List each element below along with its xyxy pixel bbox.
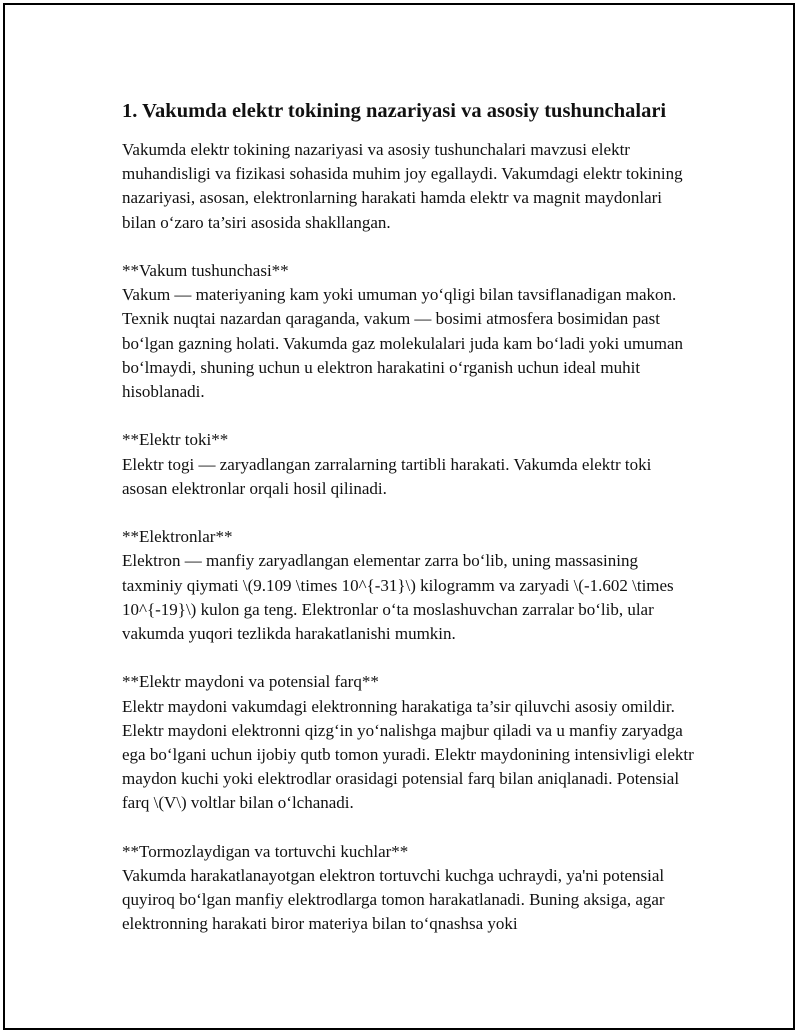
- section-body: Elektr maydoni vakumdagi elektronning harakatiga ta’sir qiluvchi asosiy omildir. Elektr maydoni elektronni qizg‘in yo‘nalishga majbur qiladi va u manfiy zaryadga ega bo‘lgani uchun ijobiy qutb tomon yuradi. Elektr maydonining intensivligi elektr maydon kuchi yoki elektrodlar orasidagi potensial farq bilan aniqlanadi. Potensial farq \(V\) voltlar bilan o‘lchanadi.: [122, 696, 694, 813]
- section-body: Vakum — materiyaning kam yoki umuman yo‘qligi bilan tavsiflanadigan makon. Texnik nuqtai nazardan qaraganda, vakum — bosimi atmosfera bosimidan past bo‘lgan gazning holati. Vakumda gaz molekulalari juda kam bo‘ladi yoki umuman bo‘lmaydi, shuning uchun u elektron harakatini o‘rganish uchun ideal muhit hisoblanadi.: [122, 285, 684, 402]
- document-body: [122, 98, 697, 961]
- section-elektr-toki: [122, 428, 697, 501]
- section-heading: **Elektr maydoni va potensial farq**: [122, 672, 379, 692]
- section-heading: **Vakum tushunchasi**: [122, 261, 289, 280]
- section-elektr-maydoni: [122, 670, 697, 815]
- intro-paragraph: Vakumda elektr tokining nazariyasi va asosiy tushunchalari mavzusi elektr muhandisligi va fizikasi sohasida muhim joy egallaydi. Vakumdagi elektr tokining nazariyasi, asosan, elektronlarning harakati hamda elektr va magnit maydonlari bilan o‘zaro ta’siri asosida shakllangan.: [122, 140, 683, 232]
- section-vakum: [122, 259, 697, 404]
- section-elektronlar: [122, 525, 697, 646]
- section-heading: **Elektr toki**: [122, 430, 229, 450]
- section-heading: **Tormozlaydigan va tortuvchi kuchlar**: [122, 841, 409, 861]
- section-body: Vakumda harakatlanayotgan elektron tortuvchi kuchga uchraydi, ya'ni potensial quyiroq bo‘lgan manfiy elektrodlarga tomon harakatlanadi. Buning aksiga, agar elektronning harakati biror materiya bilan to‘qnashsa yoki: [122, 866, 665, 934]
- section-kuchlar: [122, 840, 697, 937]
- page-frame: [3, 3, 795, 1030]
- section-heading: **Elektronlar**: [122, 527, 233, 547]
- section-body: Elektron — manfiy zaryadlangan elementar zarra bo‘lib, uning massasining taxminiy qiymati \(9.109 \times 10^{-31}\) kilogramm va zaryadi \(-1.602 \times 10^{-19}\) kulon ga teng. Elektronlar o‘ta moslashuvchan zarralar bo‘lib, ular vakumda yuqori tezlikda harakatlanishi mumkin.: [122, 551, 674, 644]
- section-body: Elektr togi — zaryadlangan zarralarning tartibli harakati. Vakumda elektr toki asosan elektronlar orqali hosil qilinadi.: [122, 454, 652, 498]
- document-title: 1. Vakumda elektr tokining nazariyasi va asosiy tushunchalari: [122, 100, 667, 122]
